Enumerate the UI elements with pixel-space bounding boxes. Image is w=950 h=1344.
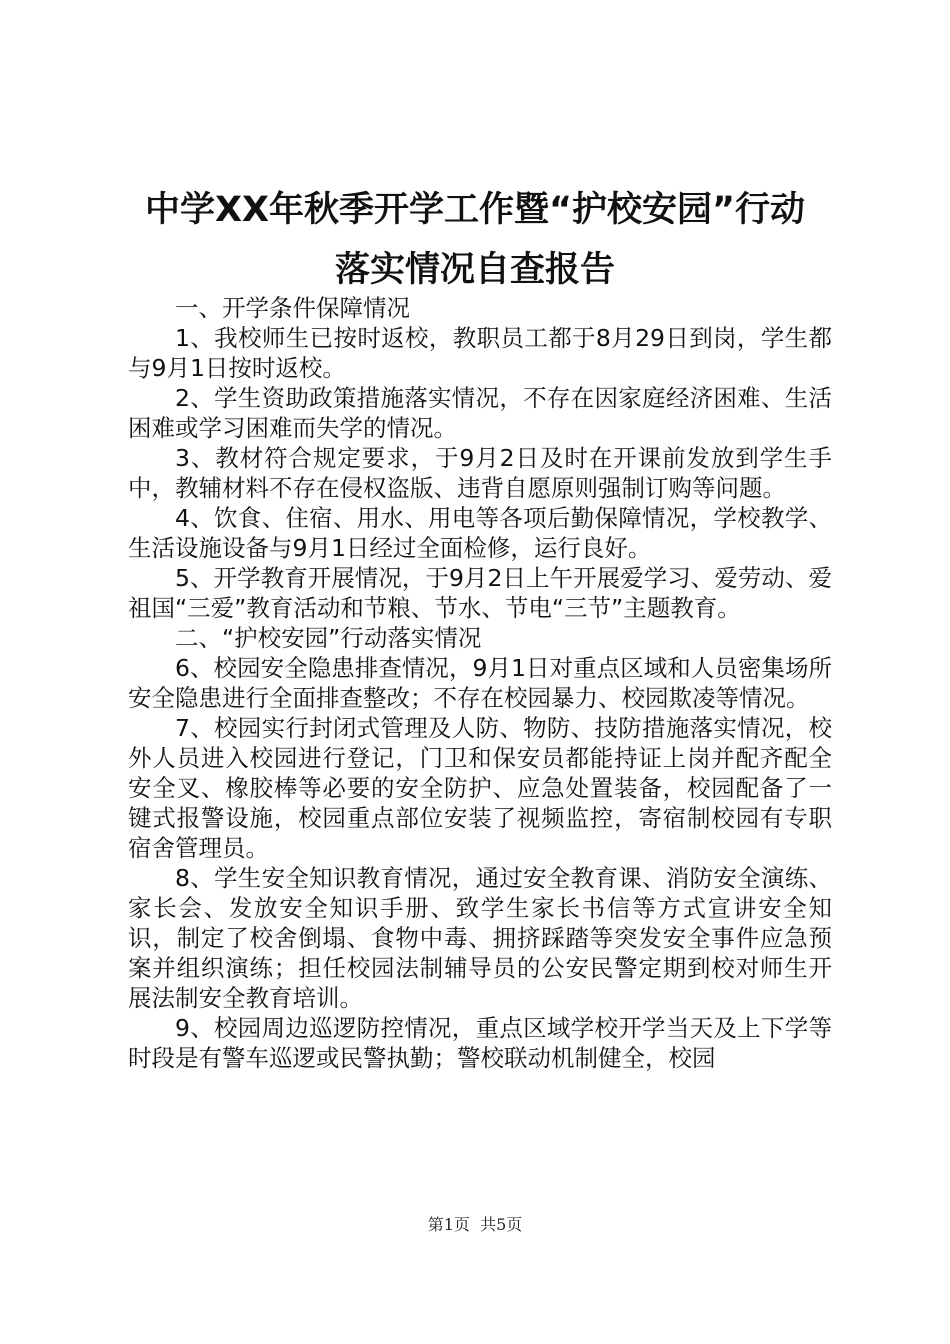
document-title-line-2: 落实情况自查报告: [334, 250, 615, 290]
paragraph-4: 4、饮食、住宿、用水、用电等各项后勤保障情况，学校教学、生活设施设备与9月1日经过全面检修，运行良好。: [128, 504, 832, 562]
document-body: [128, 293, 832, 1073]
paragraph-2: 2、学生资助政策措施落实情况，不存在因家庭经济困难、生活困难或学习困难而失学的情况。: [128, 384, 832, 442]
paragraph-7: 7、校园实行封闭式管理及人防、物防、技防措施落实情况，校外人员进入校园进行登记，门卫和保安员都能持证上岗并配齐配全安全叉、橡胶棒等必要的安全防护、应急处置装备，校园配备了一键式报警设施，校园重点部位安装了视频监控，寄宿制校园有专职宿舍管理员。: [128, 714, 832, 862]
paragraph-9: 9、校园周边巡逻防控情况，重点区域学校开学当天及上下学等时段是有警车巡逻或民警执勤；警校联动机制健全，校园: [128, 1014, 832, 1072]
paragraph-6: 6、校园安全隐患排查情况，9月1日对重点区域和人员密集场所安全隐患进行全面排查整改；不存在校园暴力、校园欺凌等情况。: [128, 654, 832, 712]
paragraph-5: 5、开学教育开展情况，于9月2日上午开展爱学习、爱劳动、爱祖国“三爱”教育活动和节粮、节水、节电“三节”主题教育。: [128, 564, 832, 622]
document-title-line-1: 中学XX年秋季开学工作暨“护校安园”行动: [145, 190, 805, 230]
paragraph-1: 1、我校师生已按时返校，教职员工都于8月29日到岗，学生都与9月1日按时返校。: [128, 324, 832, 382]
section-heading-1: 一、开学条件保障情况: [175, 294, 410, 322]
paragraph-8: 8、学生安全知识教育情况，通过安全教育课、消防安全演练、家长会、发放安全知识手册、致学生家长书信等方式宣讲安全知识，制定了校舍倒塌、食物中毒、拥挤踩踏等突发安全事件应急预案并组织演练；担任校园法制辅导员的公安民警定期到校对师生开展法制安全教育培训。: [128, 864, 832, 1012]
page-total: 共5页: [480, 1215, 523, 1234]
page-number: 第1页: [427, 1215, 470, 1234]
paragraph-3: 3、教材符合规定要求，于9月2日及时在开课前发放到学生手中，教辅材料不存在侵权盗版、违背自愿原则强制订购等问题。: [128, 444, 832, 502]
section-heading-2: 二、“护校安园”行动落实情况: [175, 624, 482, 652]
page-footer: [0, 1213, 950, 1237]
